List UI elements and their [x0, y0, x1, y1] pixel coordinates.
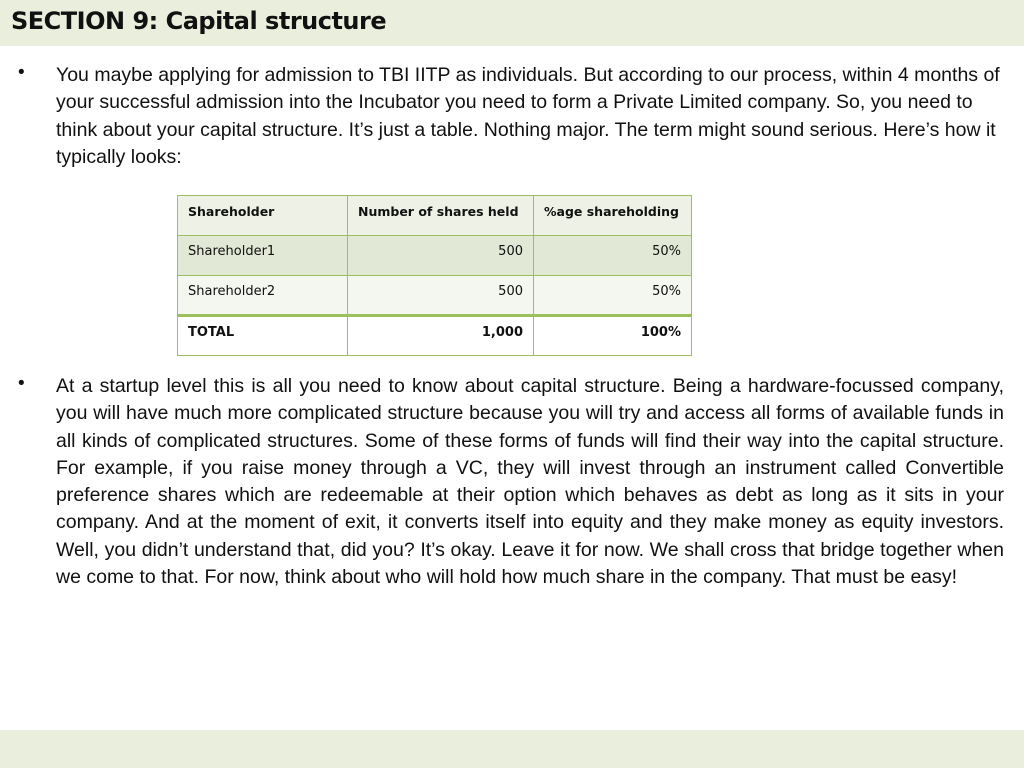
- footer-bar: [0, 730, 1024, 768]
- bullet-marker: •: [18, 373, 25, 394]
- table-total-row: [178, 316, 692, 356]
- table-row: [178, 236, 692, 276]
- shareholder-name: Shareholder2: [178, 276, 348, 316]
- shares-held: 500: [348, 236, 534, 276]
- column-header-percentage: %age shareholding: [534, 196, 692, 236]
- total-shares: 1,000: [348, 316, 534, 356]
- shareholding-percent: 50%: [534, 276, 692, 316]
- bullet-marker: •: [18, 62, 25, 83]
- slide-title: SECTION 9: Capital structure: [11, 7, 387, 35]
- column-header-shares: Number of shares held: [348, 196, 534, 236]
- title-bar: [0, 0, 1024, 46]
- shareholder-name: Shareholder1: [178, 236, 348, 276]
- explanation-paragraph: At a startup level this is all you need to know about capital structure. Being a hardware-focussed company, you will have much more complicated structure because you will try and access all forms of available funds in all kinds of complicated structures. Some of these forms of funds will find their way into the capital structure. For example, if you raise money through a VC, they will invest through an instrument called Convertible preference shares which are redeemable at their option which behaves as debt as long as it sits in your company. And at the moment of exit, it converts itself into equity and they make money as equity investors. Well, you didn’t understand that, did you? It’s okay. Leave it for now. We shall cross that bridge together when we come to that. For now, think about who will hold how much share in the company. That must be easy!: [56, 375, 1004, 589]
- table-header-row: [178, 196, 692, 236]
- shareholding-percent: 50%: [534, 236, 692, 276]
- total-percent: 100%: [534, 316, 692, 356]
- column-header-shareholder: Shareholder: [178, 196, 348, 236]
- table-row: [178, 276, 692, 316]
- shares-held: 500: [348, 276, 534, 316]
- capital-structure-table: [177, 195, 692, 356]
- total-label: TOTAL: [178, 316, 348, 356]
- intro-paragraph: You maybe applying for admission to TBI IITP as individuals. But according to our process, within 4 months of your successful admission into the Incubator you need to form a Private Limited company. So, you need to think about your capital structure. It’s just a table. Nothing major. The term might sound serious. Here’s how it typically looks:: [56, 64, 1000, 168]
